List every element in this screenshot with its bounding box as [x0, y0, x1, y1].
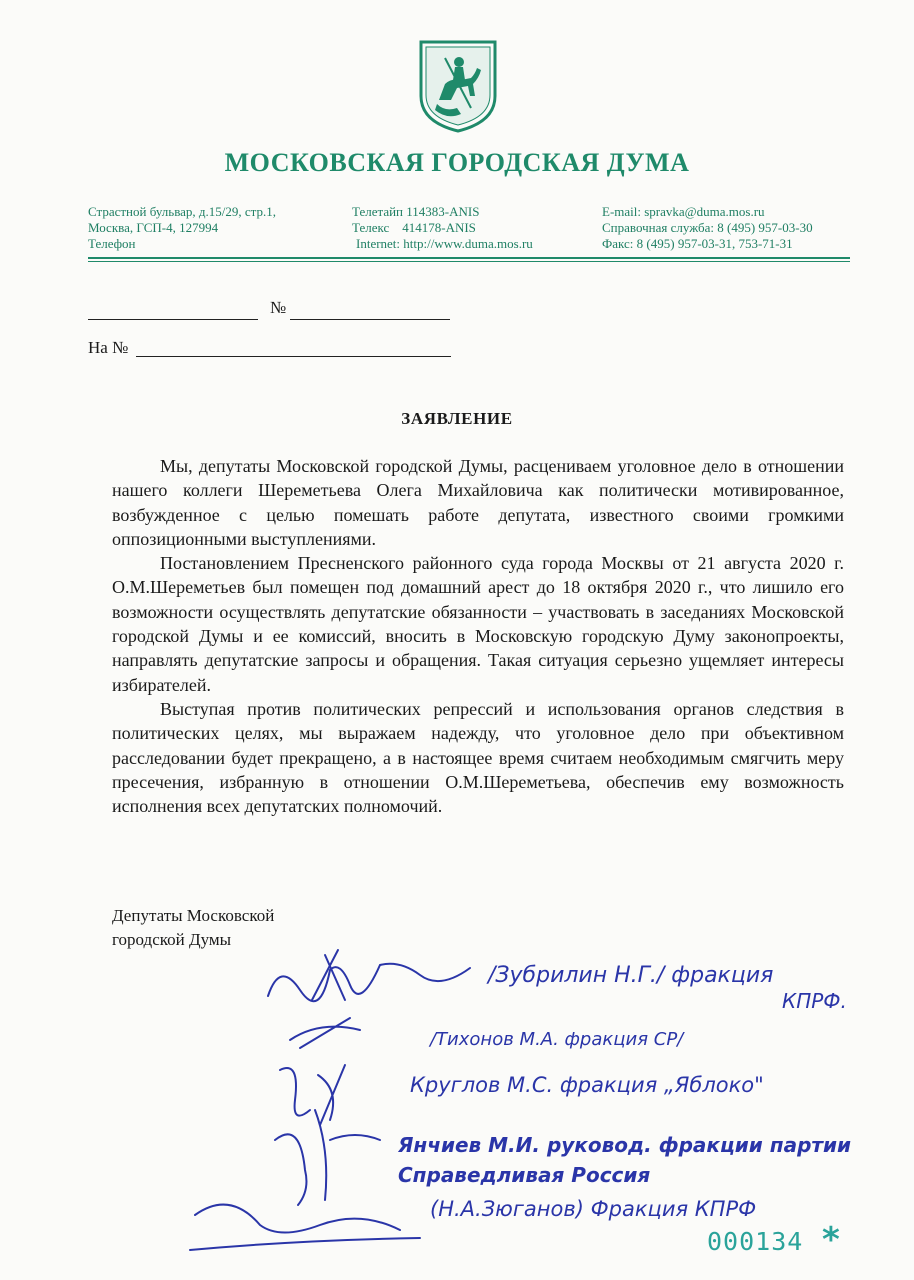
stamp-star-mark: *: [822, 1220, 840, 1260]
organization-title: МОСКОВСКАЯ ГОРОДСКАЯ ДУМА: [224, 148, 690, 177]
paragraph: Постановлением Пресненского районного суда города Москвы от 21 августа 2020 г. О.М.Шереметьев был помещен под домашний арест до 18 октября 2020 г., что лишило его возможности осуществлять депутатские обязанности – участвовать в заседаниях Московской городской Думы и ее комиссий, вносить в Московскую городскую Думу законопроекты, направлять депутатские запросы и обращения. Такая ситуация серьезно ущемляет интересы избирателей.: [112, 553, 844, 695]
reply-to-field-line: [136, 355, 451, 357]
header-divider-thin: [88, 261, 850, 262]
signature-scribble: [312, 950, 345, 1000]
handwritten-zubrilin: /Зубрилин Н.Г./ фракция: [488, 963, 774, 988]
moscow-coat-of-arms-icon: [415, 38, 501, 134]
handwritten-kruglov: Круглов М.С. фракция „Яблоко": [410, 1073, 764, 1097]
signature-scribble: [268, 964, 470, 1002]
handwritten-tikhonov: /Тихонов М.А. фракция СР/: [430, 1029, 684, 1050]
teletype-line: Телетайп 114383-ANIS: [352, 204, 480, 219]
signature-scribble: [280, 1065, 345, 1125]
address-line: Страстной бульвар, д.15/29, стр.1,: [88, 204, 277, 219]
handwritten-kprf: КПРФ.: [782, 989, 847, 1013]
reply-to-label: На №: [88, 338, 129, 357]
handwritten-yanchiev: Янчиев М.И. руковод. фракции партии: [398, 1133, 852, 1157]
number-sign: №: [270, 298, 287, 317]
internet-line: Internet: http://www.duma.mos.ru: [356, 236, 533, 251]
address-line: Москва, ГСП-4, 127994: [88, 220, 219, 235]
header-divider: [88, 257, 850, 259]
signatories-line: городской Думы: [112, 930, 232, 949]
number-field-line: [290, 318, 450, 320]
statement-body: [112, 454, 844, 818]
address-line: Телефон: [88, 236, 136, 251]
document-title: ЗАЯВЛЕНИЕ: [401, 409, 513, 428]
handwritten-zyuganov: (Н.А.Зюганов) Фракция КПРФ: [430, 1197, 757, 1221]
handwritten-fair-russia: Справедливая Россия: [398, 1163, 651, 1187]
signatories-line: Депутаты Московской: [112, 906, 275, 925]
signature-scribble: [290, 1018, 360, 1048]
paragraph: Выступая против политических репрессий и использования органов следствия в политических целях, мы выражаем надежду, что уголовное дело при объективном расследовании будет прекращено, а в настоящее время считаем необходимым смягчить меру пресечения, избранную в отношении О.М.Шереметьева, обеспечив ему возможность исполнения всех депутатских полномочий.: [112, 698, 844, 817]
signature-scribble: [275, 1110, 380, 1205]
telecom-block: [352, 204, 533, 252]
fax-line: Факс: 8 (495) 957-03-31, 753-71-31: [602, 236, 793, 251]
registration-stamp-number: 000134: [707, 1227, 804, 1256]
helpdesk-line: Справочная служба: 8 (495) 957-03-30: [602, 220, 813, 235]
signatories-label: [112, 904, 274, 952]
telex-line: Телекс 414178-ANIS: [352, 220, 476, 235]
email-line: E-mail: spravka@duma.mos.ru: [602, 204, 765, 219]
paragraph: Мы, депутаты Московской городской Думы, расцениваем уголовное дело в отношении нашего коллеги Шереметьева Олега Михайловича как политически мотивированное, возбужденное с целью помешать работе депутата, известного своими громкими оппозиционными выступлениями.: [112, 456, 844, 549]
contacts-block: [602, 204, 813, 252]
address-block: [88, 204, 276, 252]
date-field-line: [88, 318, 258, 320]
signature-scribble: [190, 1205, 420, 1250]
